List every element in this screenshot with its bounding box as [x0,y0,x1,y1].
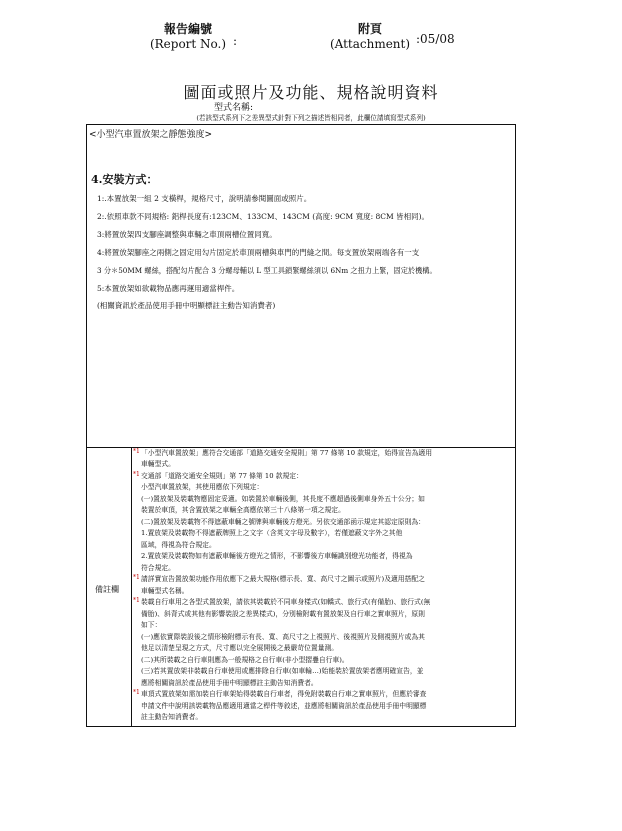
remark-line: 符合規定。 [141,564,175,572]
install-line: 1:.本置放架一組 2 支橫桿，規格尺寸，說明請參閱圖面或照片。 [97,194,312,203]
remark-line: 區域，得視為符合規定。 [141,541,216,549]
remark-line: 如下： [141,621,162,629]
install-line: 5:本置放架如欲載物品應再運用適當桿件。 [97,284,240,293]
page-title: 圖面或照片及功能、規格說明資料 [183,83,439,102]
section-title: <小型汽車置放架之靜態強度> [89,130,213,140]
remark-line: 1.置放架及裝載物不得遮蔽牌照上之文字（含英文字母及數字），若僅遮蔽文字外之其他 [141,529,403,537]
remark-line: 交通部「道路交通安全規則」第 77 條第 10 款規定： [141,472,303,480]
model-name-label: 型式名稱: [214,103,254,113]
family-note: (若該型式系列下之差異型式針對下列之描述皆相同者，此欄位請填寫型式系列) [196,114,426,122]
remark-marker: *1 [133,689,140,696]
report-no-label: 報告編號 (Report No.) [149,22,227,51]
remark-marker: *1 [133,574,140,581]
remark-marker: *1 [133,448,140,455]
remark-line: (二)置放架及裝載物不得遮蔽車輛之號牌與車輛後方燈光。另依交通部函示規定其認定原則為： [141,518,425,526]
remark-line: (一)置放架及裝載物應固定妥適。如裝置於車輛後側，其長度不應超過後側車身外五十公分；如 [141,495,425,503]
remark-line: 車輛型式名稱。 [141,587,189,595]
remark-line: (三)若其置放架非裝載自行車使用或應排除自行車(如車輪…)始能裝於置放架者應明確宣告，並 [141,667,424,675]
remark-marker: *1 [133,597,140,604]
remark-line: 車頂式置放架如需加裝自行車架始得裝載自行車者，得免附裝載自行車之實車照片，但應於審查 [141,690,427,698]
remark-line: 裝載自行車用之各型式置放架，請依其裝載於不同車身樣式(如轎式、旅行式(有備胎)、旅行式(無 [141,598,431,606]
remark-line: 請詳實宣告置放架功能作用依應下之最大規格(標示長、寬、高尺寸之圖示或照片)及適用搭配之 [141,575,425,583]
remark-line: 註主動告知消費者。 [141,713,203,721]
remark-line: 應將相關資訊於產品使用手冊中明顯標註主動告知消費者。 [141,679,318,687]
attachment-label: 附頁 (Attachment) [329,22,411,51]
install-heading: 4.安裝方式： [91,173,158,186]
install-line: 4:將置放架腳座之兩側之固定用勾片固定於車頂兩槽與車門的門縫之間。每支置放架兩端各有一支 [97,248,420,257]
install-line: 2:.依照車款不同規格: 鋁桿長度有:123CM、133CM、143CM (高度: 9CM 寬度: 8CM 皆相同)。 [97,212,430,221]
remark-line: 車輛型式。 [141,460,175,468]
remark-line: 備胎)、斜背式或其他有影響裝設之差異樣式)，分別檢附載有置放架及自行車之實車照片，原則 [141,610,425,618]
remark-line: 2.置放架及裝載物如有遮蔽車輛後方燈光之情形，不影響後方車輛識別燈光功能者，得視為 [141,552,413,560]
install-line: 3 分＊50MM 螺絲，搭配勾片配合 3 分螺母輔以 L 型工具鎖緊螺絲須以 6Nm 之扭力上緊，固定於機構。 [97,266,437,275]
content-box [86,124,516,448]
remark-line: (一)應依實際裝設後之情形檢附標示有長、寬、高尺寸之上視照片、後視照片及側視照片或為其 [141,633,425,641]
remark-line: (二)其所裝載之自行車則應為一般規格之自行車(非小型摺疊自行車)。 [141,656,349,664]
page-number: :05/08 [416,32,455,46]
remarks-divider [131,448,132,726]
install-line: 3:將置放架四支腳座調整與車輛之車頂兩槽位置同寬。 [97,230,277,239]
remark-line: 小型汽車置放架，其使用應依下列規定： [141,483,264,491]
remark-marker: *1 [133,471,140,478]
install-line: (相關資訊於產品使用手冊中明顯標註主動告知消費者) [97,301,276,310]
remark-line: 裝置於車頂，其含置放架之車輛全高應依第三十八條第一項之規定。 [141,506,345,514]
remarks-label: 備註欄 [95,585,119,594]
report-no-colon: : [233,34,238,48]
remark-line: 他足以清楚呈現之方式，尺寸應以完全展開後之最嚴苛位置量測。 [141,644,339,652]
remark-line: 申請文件中說明該裝載物品應適用適當之桿件等敘述，並應將相關資訊於產品使用手冊中明顯標 [141,702,427,710]
remark-line: 「小型汽車置放架」應符合交通部「道路交通安全規則」第 77 條第 10 款規定，始得宣告為適用 [141,449,433,457]
